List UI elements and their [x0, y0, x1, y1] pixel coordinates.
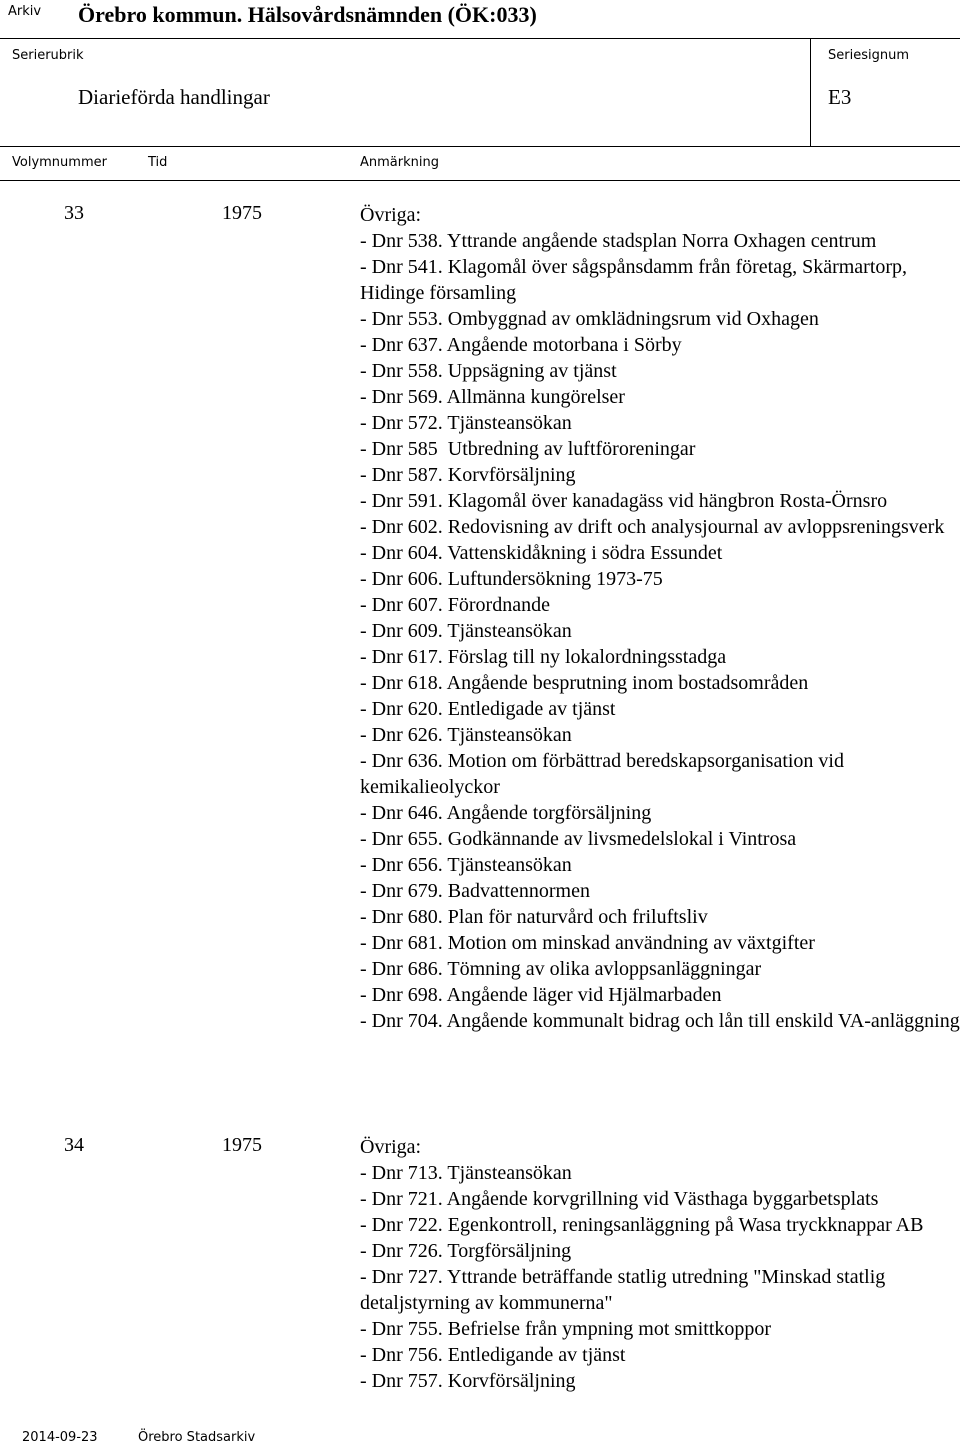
volume-number: 34: [64, 1134, 84, 1156]
dnr-entry: - Dnr 721. Angående korvgrillning vid Västhaga byggarbetsplats: [360, 1188, 879, 1210]
dnr-entry: - Dnr 572. Tjänsteansökan: [360, 412, 572, 434]
divider-series: [0, 146, 960, 147]
dnr-entry: - Dnr 606. Luftundersökning 1973-75: [360, 568, 663, 590]
dnr-entry: - Dnr 541. Klagomål över sågspånsdamm från företag, Skärmartorp, Hidinge församling: [360, 256, 913, 304]
dnr-entry: - Dnr 602. Redovisning av drift och analysjournal av avloppsreningsverk: [360, 516, 945, 538]
dnr-entry: - Dnr 609. Tjänsteansökan: [360, 620, 572, 642]
dnr-entry: - Dnr 722. Egenkontroll, reningsanläggning på Wasa tryckknappar AB: [360, 1214, 924, 1236]
dnr-entry: - Dnr 569. Allmänna kungörelser: [360, 386, 625, 408]
dnr-entry: - Dnr 646. Angående torgförsäljning: [360, 802, 652, 824]
notes-heading: Övriga:: [360, 1136, 422, 1158]
dnr-entry: - Dnr 756. Entledigande av tjänst: [360, 1344, 626, 1366]
dnr-entry: - Dnr 587. Korvförsäljning: [360, 464, 576, 486]
dnr-entry: - Dnr 704. Angående kommunalt bidrag och lån till enskild VA-anläggning: [360, 1010, 960, 1032]
dnr-entry: - Dnr 636. Motion om förbättrad beredskapsorganisation vid kemikalieolyckor: [360, 750, 849, 798]
dnr-entry: - Dnr 553. Ombyggnad av omklädningsrum vid Oxhagen: [360, 308, 819, 330]
volume-year: 1975: [222, 1134, 262, 1156]
dnr-entry: - Dnr 755. Befrielse från ympning mot smittkoppor: [360, 1318, 772, 1340]
dnr-entry: - Dnr 655. Godkännande av livsmedelslokal i Vintrosa: [360, 828, 797, 850]
column-header-volymnummer: Volymnummer: [12, 155, 107, 170]
seriesignum-label: Seriesignum: [828, 48, 909, 63]
dnr-entry: - Dnr 686. Tömning av olika avloppsanläggningar: [360, 958, 762, 980]
dnr-entry: - Dnr 698. Angående läger vid Hjälmarbaden: [360, 984, 722, 1006]
volume-notes: [360, 202, 960, 1034]
document-header: [0, 0, 960, 38]
divider-columns: [0, 180, 960, 181]
series-column-divider: [810, 38, 811, 146]
dnr-entry: - Dnr 617. Förslag till ny lokalordningsstadga: [360, 646, 727, 668]
serierubrik-value: Diarieförda handlingar: [78, 85, 270, 109]
dnr-entry: - Dnr 620. Entledigade av tjänst: [360, 698, 616, 720]
column-header-tid: Tid: [148, 155, 168, 170]
dnr-entry: - Dnr 626. Tjänsteansökan: [360, 724, 572, 746]
dnr-entry: - Dnr 585 Utbredning av luftföroreningar: [360, 438, 696, 460]
serierubrik-label: Serierubrik: [12, 48, 84, 63]
arkiv-label: Arkiv: [8, 4, 42, 19]
dnr-entry: - Dnr 681. Motion om minskad användning av växtgifter: [360, 932, 815, 954]
column-header-anmarkning: Anmärkning: [360, 155, 439, 170]
dnr-entry: - Dnr 618. Angående besprutning inom bostadsområden: [360, 672, 809, 694]
volume-notes: [360, 1134, 960, 1394]
dnr-entry: - Dnr 656. Tjänsteansökan: [360, 854, 572, 876]
dnr-entry: - Dnr 637. Angående motorbana i Sörby: [360, 334, 682, 356]
dnr-entry: - Dnr 713. Tjänsteansökan: [360, 1162, 572, 1184]
dnr-entry: - Dnr 558. Uppsägning av tjänst: [360, 360, 617, 382]
dnr-entry: - Dnr 680. Plan för naturvård och friluftsliv: [360, 906, 708, 928]
notes-heading: Övriga:: [360, 204, 422, 226]
dnr-entry: - Dnr 679. Badvattennormen: [360, 880, 590, 902]
volume-number: 33: [64, 202, 84, 224]
footer-source: Örebro Stadsarkiv: [138, 1430, 256, 1445]
footer-date: 2014-09-23: [22, 1430, 98, 1445]
archive-title: Örebro kommun. Hälsovårdsnämnden (ÖK:033): [78, 2, 537, 27]
dnr-entry: - Dnr 727. Yttrande beträffande statlig utredning "Minskad statlig detaljstyrning av kommunerna": [360, 1266, 891, 1314]
seriesignum-value: E3: [828, 85, 852, 109]
dnr-entry: - Dnr 757. Korvförsäljning: [360, 1370, 576, 1392]
divider-top: [0, 38, 960, 39]
dnr-entry: - Dnr 538. Yttrande angående stadsplan Norra Oxhagen centrum: [360, 230, 877, 252]
volume-year: 1975: [222, 202, 262, 224]
dnr-entry: - Dnr 726. Torgförsäljning: [360, 1240, 572, 1262]
dnr-entry: - Dnr 607. Förordnande: [360, 594, 550, 616]
dnr-entry: - Dnr 604. Vattenskidåkning i södra Essundet: [360, 542, 723, 564]
dnr-entry: - Dnr 591. Klagomål över kanadagäss vid hängbron Rosta-Örnsro: [360, 490, 888, 512]
